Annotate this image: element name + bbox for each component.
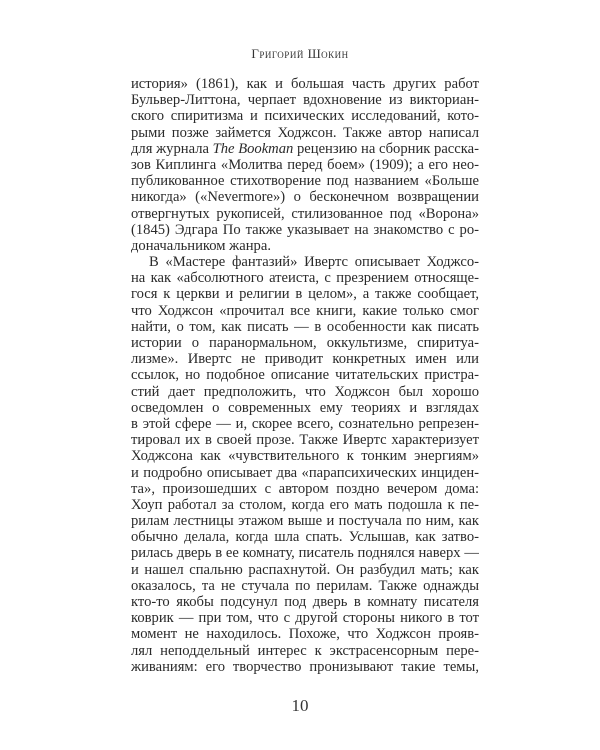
text-line: коврик — при том, что с другой стороны никого в тот (131, 610, 479, 627)
text-line: рилам лестницы этажом выше и постучала по ним, как (131, 513, 479, 530)
page-number: 10 (291, 696, 309, 715)
text-line: лял неподдельный интерес к экстрасенсорным пере- (131, 642, 479, 659)
text-segment: рецензию на сборник расска- (293, 140, 479, 157)
text-line: момент не находилось. Похоже, что Ходжсон прояв- (131, 626, 479, 643)
text-line: лизме». Ивертс не приводит конкретных имен или (131, 351, 479, 368)
text-line: найти, о том, как писать — в особенности как писать (131, 318, 479, 335)
text-segment: для журнала (131, 140, 213, 157)
text-line: ссылок, но подобное описание читательских пристра- (131, 367, 479, 384)
text-line: и подробно описывает два «парапсихических инциден- (131, 464, 479, 481)
text-line: публикованное стихотворение под названием «Больше (131, 173, 479, 190)
text-line: рыми позже займется Ходжсон. Также автор написал (131, 124, 479, 141)
text-line: доначальником жанра. (131, 237, 271, 254)
text-line: гося к церкви и религии в целом», а также сообщает, (131, 286, 479, 303)
text-line: история» (1861), как и большая часть других работ (131, 76, 479, 92)
text-line (131, 141, 479, 157)
text-line: осведомлен о современных ему теориях и взглядах (131, 399, 479, 416)
text-line: (1845) Эдгара По также указывает на знакомство с ро- (131, 221, 479, 238)
text-line: Ходжсона как «чувствительного к тонким энергиям» (131, 448, 479, 465)
text-line: Хоуп работал за столом, когда его мать подошла к пе- (131, 496, 479, 513)
text-line: стий дает предположить, что Ходжсон был хорошо (131, 383, 479, 400)
body-text (131, 76, 479, 675)
text-line: оказалось, та не стучала по перилам. Также однажды (131, 577, 479, 594)
text-line: та», произошедших с автором поздно вечером дома: (131, 480, 479, 497)
text-line: Бульвер-Литтона, черпает вдохновение из викториан- (131, 92, 479, 109)
text-line: на как «абсолютного атеиста, с презрением относяще- (131, 270, 479, 287)
text-line: истории о паранормальном, оккультизме, спиритуа- (131, 335, 479, 351)
text-line: В «Мастере фантазий» Ивертс описывает Ходжсо- (149, 254, 479, 271)
text-line: живаниям: его творчество пронизывают такие темы, (131, 658, 479, 675)
text-line: отвергнутых рукописей, стилизованное под «Ворона» (131, 205, 479, 222)
text-line: зов Киплинга «Молитва перед боем» (1909); а его нео- (131, 156, 479, 173)
text-line: и нашел спальню распахнутой. Он разбудил мать; как (131, 561, 479, 578)
text-line: в этой сфере — и, скорее всего, сознательно репрезен- (131, 415, 479, 432)
text-line: тировал их в своей прозе. Также Ивертс характеризует (131, 432, 479, 449)
running-header: Григорий Шокин (251, 46, 349, 61)
text-line: ского спиритизма и психических исследований, кото- (131, 108, 479, 125)
text-line: кто-то якобы подсунул под дверь в комнату писателя (131, 594, 479, 610)
text-line: никогда» («Nevermore») о бесконечном возвращении (131, 189, 479, 206)
text-line: что Ходжсон «прочитал все книги, какие только смог (131, 302, 479, 319)
italic-title: The Bookman (212, 140, 294, 157)
text-line: обычно делала, когда шла спать. Услышав, как затво- (131, 529, 479, 546)
text-line: рилась дверь в ее комнату, писатель поднялся наверх — (131, 545, 479, 562)
